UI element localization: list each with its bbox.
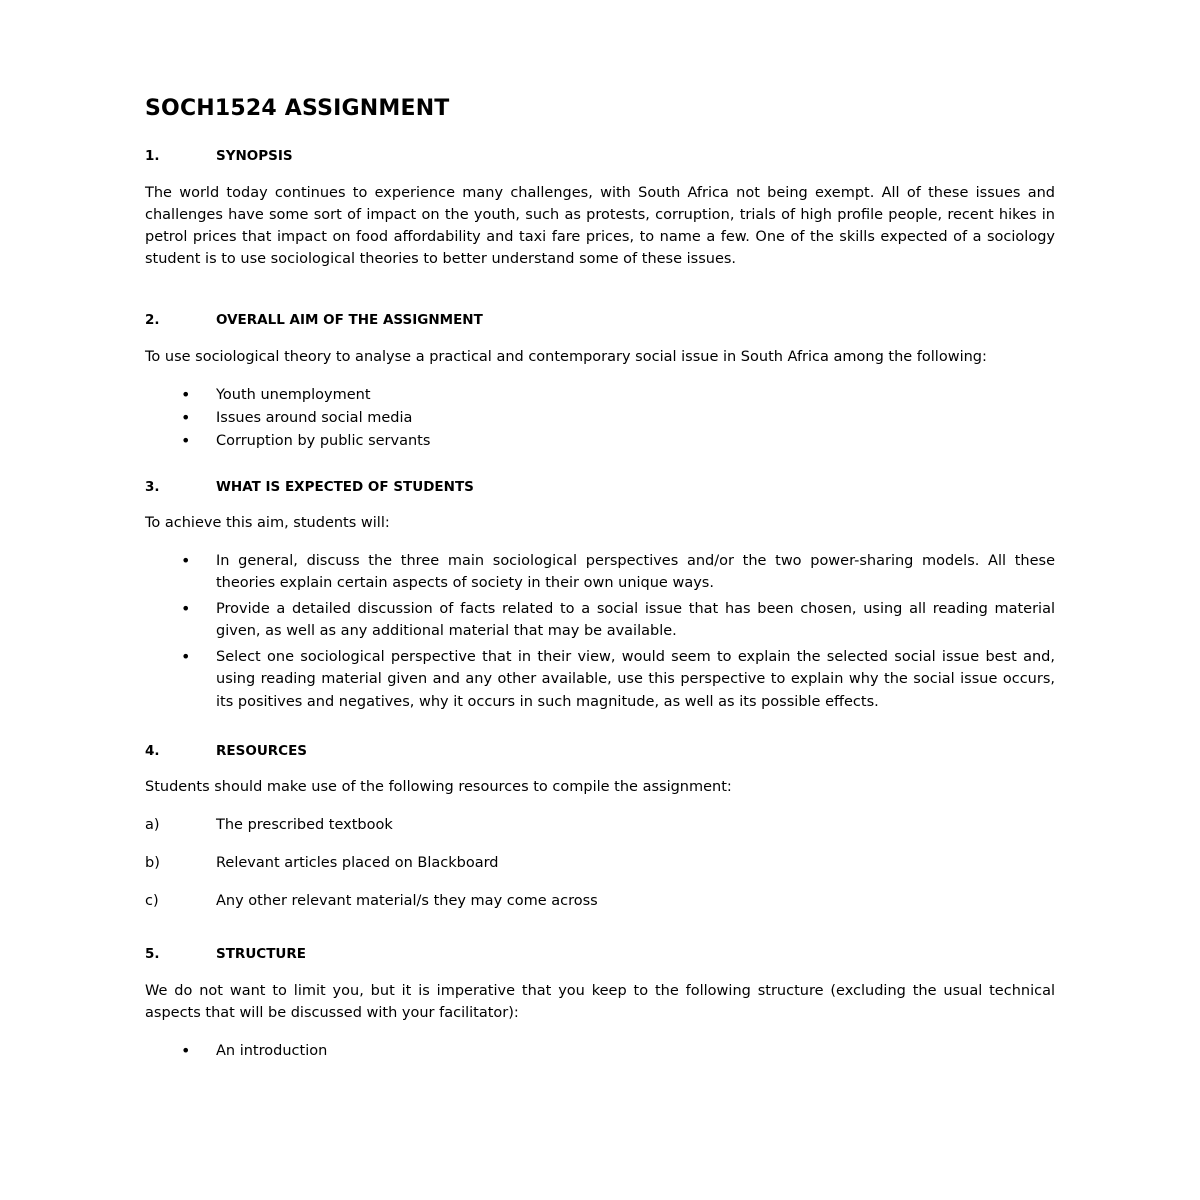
section-heading-resources <box>145 743 1055 761</box>
list-item: • Issues around social media <box>145 407 1055 429</box>
section-label: OVERALL AIM OF THE ASSIGNMENT <box>216 312 483 329</box>
resource-item <box>145 852 1055 874</box>
resource-letter: b) <box>145 855 160 872</box>
section-paragraph: The world today continues to experience many challenges, with South Africa not being exempt. All of these issues and challenges have some sort of impact on the youth, such as protests, corruption, trials of high profile people, recent hikes in petrol prices that impact on food affordability and taxi fare prices, to name a few. One of the skills expected of a sociology student is to use sociological theories to better understand some of these issues. <box>145 184 1055 268</box>
resource-letter: a) <box>145 817 160 834</box>
resource-letter: c) <box>145 893 159 910</box>
section-number: 5. <box>145 946 160 963</box>
section-paragraph: We do not want to limit you, but it is imperative that you keep to the following structure (excluding the usual technical aspects that will be discussed with your facilitator): <box>145 982 1055 1021</box>
spacer <box>145 286 1055 312</box>
section-paragraph: Students should make use of the following resources to compile the assignment: <box>145 779 732 796</box>
bullet-list-structure <box>145 1040 1055 1062</box>
section-heading-synopsis <box>145 148 1055 166</box>
section-label: STRUCTURE <box>216 946 306 963</box>
section-number: 2. <box>145 312 160 329</box>
list-item: • Youth unemployment <box>145 384 1055 406</box>
bullet-list-expectations <box>145 550 1055 712</box>
section-number: 3. <box>145 478 160 495</box>
page-title: SOCH1524 ASSIGNMENT <box>145 96 450 121</box>
list-item: • Corruption by public servants <box>145 430 1055 452</box>
resource-text: Relevant articles placed on Blackboard <box>216 855 499 872</box>
resource-item <box>145 814 1055 836</box>
section-paragraph: To achieve this aim, students will: <box>145 515 390 532</box>
section-label: SYNOPSIS <box>216 148 293 165</box>
section-number: 4. <box>145 742 160 759</box>
resource-item <box>145 890 1055 912</box>
resource-text: Any other relevant material/s they may come across <box>216 893 598 910</box>
bullet-list-aim-options <box>145 384 1055 452</box>
section-heading-structure <box>145 946 1055 964</box>
spacer <box>145 717 1055 743</box>
spacer <box>145 928 1055 946</box>
spacer <box>145 453 1055 479</box>
list-item: • Select one sociological perspective that in their view, would seem to explain the selected social issue best and, using reading material given and any other available, use this perspective to explain why the social issue occurs, its positives and negatives, why it occurs in such magnitude, as well as its possible effects. <box>145 646 1055 712</box>
list-item: • Provide a detailed discussion of facts related to a social issue that has been chosen, using all reading material given, as well as any additional material that may be available. <box>145 598 1055 642</box>
section-heading-expectations <box>145 479 1055 497</box>
section-heading-overall-aim <box>145 312 1055 330</box>
section-label: WHAT IS EXPECTED OF STUDENTS <box>216 478 474 495</box>
section-number: 1. <box>145 148 160 165</box>
list-item: • An introduction <box>145 1040 1055 1062</box>
section-paragraph: To use sociological theory to analyse a practical and contemporary social issue in South Africa among the following: <box>145 348 987 365</box>
list-item: • In general, discuss the three main sociological perspectives and/or the two power-sharing models. All these theories explain certain aspects of society in their own unique ways. <box>145 550 1055 594</box>
section-label: RESOURCES <box>216 742 308 759</box>
resource-text: The prescribed textbook <box>216 817 393 834</box>
